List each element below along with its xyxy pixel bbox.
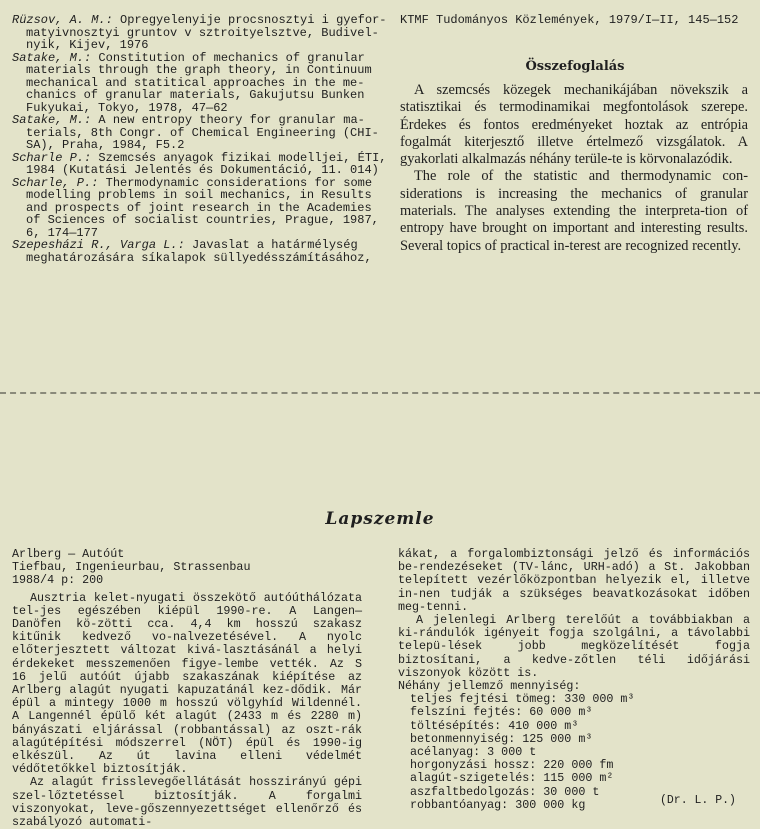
reference-item: Szepesházi R., Varga L.: Javaslat a határmélység meghatározására síkalapok süllyedésszámításához, xyxy=(12,238,372,265)
quantity-item: acélanyag: 3 000 t xyxy=(410,745,537,760)
quantity-item: teljes fejtési tömeg: 330 000 m³ xyxy=(410,692,635,707)
quantity-item: horgonyzási hossz: 220 000 fm xyxy=(410,758,614,773)
review-paragraph: kákat, a forgalombiztonsági jelző és információs be-rendezéseket (TV-lánc, URH-adó) a St. Jakobban telepített vezérlőközpontban helyezik el, illetve in-nen tudják a szükséges beavatkozásokat időben meg-tenni. xyxy=(398,547,750,614)
summary-english: The role of the statistic and thermodynamic con-siderations is increasing the mechanics of granular materials. The analyses extending the interpreta-tion of entropy have brought on important and interesting results. Several topics of practical in-terest are recognized recently. xyxy=(400,168,748,254)
quantities-intro: Néhány jellemző mennyiség: xyxy=(398,679,581,694)
section-divider xyxy=(0,392,760,394)
reference-item: Satake, M.: A new entropy theory for granular ma-terials, 8th Congr. of Chemical Engineering (CHI-SA), Praha, 1984, F5.2 xyxy=(12,113,379,152)
review-left-column xyxy=(12,548,362,829)
quantity-item: betonmennyiség: 125 000 m³ xyxy=(410,731,593,746)
reference-item: Scharle P.: Szemcsés anyagok fizikai modelljei, ÉTI, 1984 (Kutatási Jelentés és Dokumentáció, 11. 014) xyxy=(12,150,387,177)
review-right-column xyxy=(398,548,750,812)
quantity-item: felszíni fejtés: 60 000 m³ xyxy=(410,705,593,720)
author-signature: (Dr. L. P.) xyxy=(660,794,736,807)
summary-body xyxy=(400,82,748,255)
journal-issue: 1988/4 p: 200 xyxy=(12,573,104,588)
source-citation: KTMF Tudományos Közlemények, 1979/I—II, 145—152 xyxy=(400,13,739,27)
journal-name: Tiefbau, Ingenieurbau, Strassenbau xyxy=(12,560,251,575)
lapszemle-title: Lapszemle xyxy=(325,509,435,529)
review-paragraph: A jelenlegi Arlberg terelőút a továbbiakban a ki-rándulók igényeit fogja szolgálni, a távolabbi telepü-lések jobb megközelítését fogja biztosítani, a kedve-zőtlen téli időjárási viszonyok között is. xyxy=(398,613,750,680)
quantity-item: robbantóanyag: 300 000 kg xyxy=(410,797,586,812)
summary-title: Összefoglalás xyxy=(525,59,625,74)
reference-item: Satake, M.: Constitution of mechanics of granular materials through the graph theory, in Continuum mechanical and statitical approaches in the me-chanics of granular materials, Gakujutsu Bunken Fukyukai, Tokyo, 1978, 47—62 xyxy=(12,50,372,115)
review-paragraph: Az alagút frisslevegőellátását hosszirányú gépi szel-lőztetéssel biztosítják. A forgalmi viszonyokat, leve-gőszennyezettséget ellenőrző és szabályozó automati- xyxy=(12,775,362,829)
quantity-item: töltésépítés: 410 000 m³ xyxy=(410,718,579,733)
review-paragraph: Ausztria kelet-nyugati összekötő autóúthálózata tel-jes egészében kiépül 1990-re. A Langen—Danöfen kö-zötti cca. 4,4 km hosszú szakasz kitűnik kedvező vo-nalvezetésével. A nyolc előterjesztett változat kivá-lasztásánál a helyi érdekeket messzemenően figye-lembe vették. Az S 16 jelű autóút újabb szakaszának kiépítése az Arlberg alagút nyugati kapuzatánál kez-dődik. Már épül a mintegy 1000 m hosszú völgyhíd Wildennél. A Langennél épülő két alagút (2433 m és 2280 m) bányászati eljárással (robbantással) az oszt-rák alagútépítési módszerrel (NÖT) épül és 1990-ig elkészül. Az út lavina elleni védelmét védőtetőkkel biztosítják. xyxy=(12,590,362,777)
article-title: Arlberg — Autóút xyxy=(12,547,125,561)
reference-item: Rüzsov, A. M.: Opregyelenyije procsnosztyi i gyefor-matyivnosztyi gruntov v sztroityelsztve, Budivel-nyik, Kijev, 1976 xyxy=(12,13,387,52)
summary-hungarian: A szemcsés közegek mechanikájában növekszik a statisztikai és termodinamikai megfontolások szerepe. Érdekes és fontos eredményeket hoztak az entrópia fogalmát kiterjesztő illetve értelmező vizsgálatok. A gyakorlati alkalmazás néhány terüle-te is körvonalazódik. xyxy=(400,82,748,168)
reference-list xyxy=(12,14,388,264)
quantity-item: alagút-szigetelés: 115 000 m² xyxy=(410,771,614,786)
reference-item: Scharle, P.: Thermodynamic considerations for some modelling problems in soil mechanics, in Results and prospects of joint research in the Academies of Sciences of socialist countries, Prague, 1987, 6, 174—177 xyxy=(12,175,379,240)
quantity-item: aszfaltbedolgozás: 30 000 t xyxy=(410,784,600,799)
